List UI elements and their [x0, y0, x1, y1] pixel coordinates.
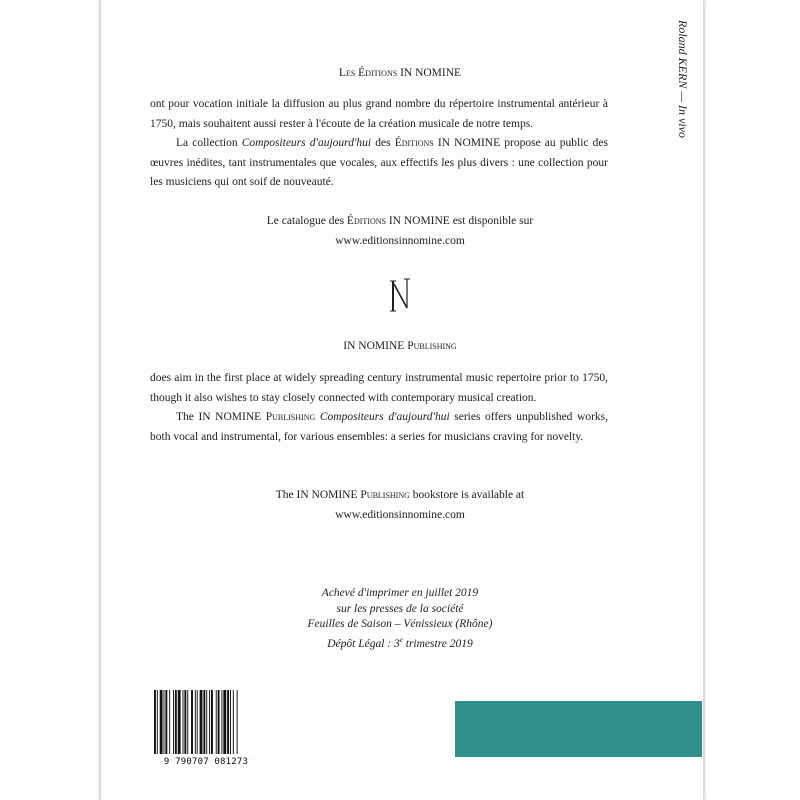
- barcode-digits: 9 790707 081273: [163, 757, 249, 767]
- english-p2-text-a: The IN NOMINE: [176, 411, 266, 423]
- english-bookstore-text-a: The IN NOMINE: [275, 489, 361, 501]
- french-heading-innomine: IN NOMINE: [400, 67, 462, 79]
- french-catalogue-text-b: IN NOMINE est disponible sur: [385, 215, 534, 227]
- colophon-line-1: Achevé d'imprimer en juillet 2019: [321, 587, 479, 599]
- colophon-line-3: Feuilles de Saison – Vénissieux (Rhône): [307, 618, 493, 630]
- french-heading-editions: Les Éditions: [338, 67, 398, 79]
- french-paragraph-2: [150, 134, 608, 193]
- english-paragraph-1-text: does aim in the first place at widely spreading century instrumental music repertoire prior to 1750, though it also wishes to stay closely connected with contemporary musical creation.: [150, 372, 608, 404]
- english-bookstore: [150, 486, 650, 525]
- french-paragraph-1-text: ont pour vocation initiale la diffusion au plus grand nombre du répertoire instrumental antérieur à 1750, mais souhaitent aussi rester à l'écoute de la création musicale de notre temps.: [150, 98, 608, 130]
- french-paragraph-1: [150, 95, 608, 134]
- in-nomine-logo-icon: [386, 277, 414, 313]
- english-heading-innomine: IN NOMINE: [343, 340, 405, 352]
- french-heading: [150, 67, 650, 79]
- colophon-line-4-sup: e: [399, 635, 403, 644]
- english-p2-collection-title: Compositeurs d'aujourd'hui: [319, 411, 450, 423]
- french-p2-text-c: IN NOMINE propose au public des œuvres inédites, tant instrumentales que vocales, aux effectifs les plus divers : une collection pour les musiciens qui ont soif de nouveauté.: [150, 137, 608, 188]
- french-catalogue-text-a: Le catalogue des: [266, 215, 347, 227]
- french-catalogue-url: www.editionsinnomine.com: [335, 234, 465, 247]
- english-bookstore-url: www.editionsinnomine.com: [335, 508, 465, 521]
- english-heading-publishing: Publishing: [407, 340, 457, 352]
- english-p2-publishing: Publishing: [265, 411, 316, 423]
- colophon-line-4b: trimestre 2019: [402, 637, 473, 650]
- barcode-bars-icon: [150, 688, 262, 756]
- colophon-line-4a: Dépôt Légal : 3: [327, 637, 400, 650]
- english-bookstore-publishing: Publishing: [360, 489, 410, 501]
- french-p2-text-a: La collection: [176, 137, 242, 149]
- english-bookstore-text-b: bookstore is available at: [409, 489, 525, 501]
- french-catalogue: [150, 212, 650, 251]
- french-p2-text-b: des: [371, 137, 395, 149]
- english-paragraph-1: [150, 369, 608, 408]
- english-paragraph-2: [150, 408, 608, 447]
- printing-colophon: [150, 586, 650, 652]
- french-catalogue-editions: Éditions: [346, 215, 386, 227]
- spine-title: Roland KERN — In vivo: [676, 20, 690, 138]
- french-p2-editions: Éditions: [394, 137, 434, 149]
- english-p2-text-b: series offers unpublished works, both vocal and instrumental, for various ensembles: a series for musicians craving for novelty.: [150, 411, 608, 443]
- french-p2-collection-title: Compositeurs d'aujourd'hui: [241, 137, 372, 149]
- isbn-barcode: [150, 688, 262, 756]
- colophon-line-4: [150, 633, 650, 652]
- accent-color-band: [455, 701, 702, 757]
- english-heading: [150, 340, 650, 352]
- colophon-line-2: sur les presses de la société: [336, 602, 464, 615]
